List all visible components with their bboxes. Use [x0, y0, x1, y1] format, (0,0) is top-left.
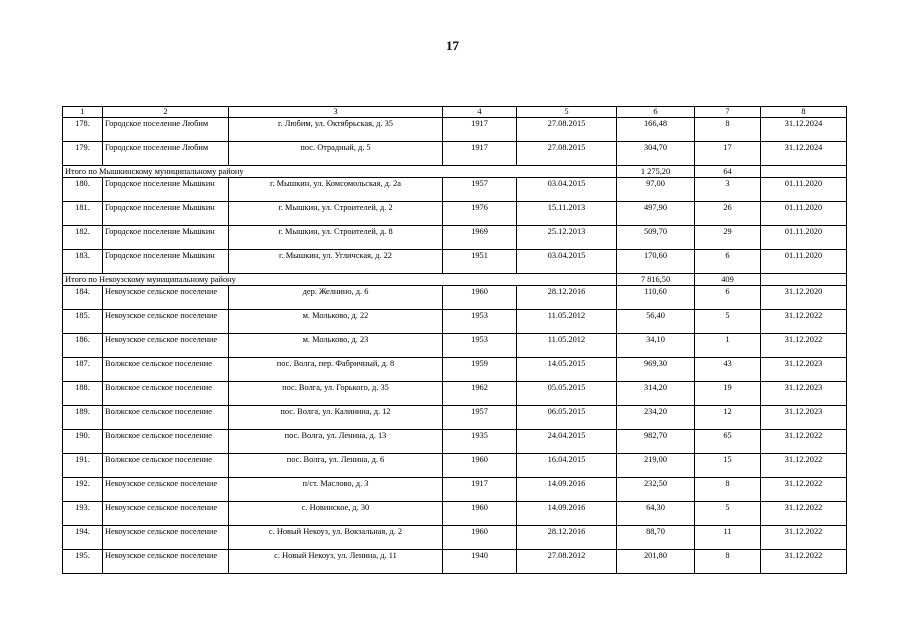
recognition-date-cell: 06.05.2015: [517, 405, 617, 429]
residents-count-cell: 11: [695, 525, 761, 549]
recognition-date-cell: 11.05.2012: [517, 309, 617, 333]
district-total-row: [63, 165, 847, 177]
column-header: 1: [63, 107, 103, 118]
settlement-cell: Некоузское сельское поселение: [103, 309, 229, 333]
recognition-date-cell: 03.04.2015: [517, 249, 617, 273]
residents-count-cell: 6: [695, 285, 761, 309]
row-number-cell: 180.: [63, 177, 103, 201]
area-cell: 201,80: [617, 549, 695, 573]
row-number-cell: 192.: [63, 477, 103, 501]
column-header: 3: [229, 107, 443, 118]
residents-count-cell: 29: [695, 225, 761, 249]
recognition-date-cell: 27.08.2015: [517, 117, 617, 141]
table-body: [63, 107, 847, 574]
table-row: [63, 177, 847, 201]
table-row: [63, 477, 847, 501]
deadline-cell: 31.12.2022: [761, 333, 847, 357]
area-cell: 234,20: [617, 405, 695, 429]
recognition-date-cell: 16.04.2015: [517, 453, 617, 477]
district-total-area: 1 275,20: [617, 165, 695, 177]
table-row: [63, 309, 847, 333]
district-total-count: 64: [695, 165, 761, 177]
row-number-cell: 194.: [63, 525, 103, 549]
column-header: 8: [761, 107, 847, 118]
recognition-date-cell: 28.12.2016: [517, 525, 617, 549]
residents-count-cell: 1: [695, 333, 761, 357]
column-header: 4: [443, 107, 517, 118]
settlement-cell: Волжское сельское поселение: [103, 405, 229, 429]
deadline-cell: 31.12.2022: [761, 549, 847, 573]
table-row: [63, 429, 847, 453]
row-number-cell: 188.: [63, 381, 103, 405]
recognition-date-cell: 05.05.2015: [517, 381, 617, 405]
residents-count-cell: 43: [695, 357, 761, 381]
address-cell: пос. Волга, ул. Ленина, д. 13: [229, 429, 443, 453]
year-built-cell: 1962: [443, 381, 517, 405]
address-cell: пос. Волга, пер. Фабричный, д. 8: [229, 357, 443, 381]
residents-count-cell: 5: [695, 309, 761, 333]
settlement-cell: Некоузское сельское поселение: [103, 549, 229, 573]
deadline-cell: 01.11.2020: [761, 201, 847, 225]
deadline-cell: 31.12.2022: [761, 501, 847, 525]
area-cell: 56,40: [617, 309, 695, 333]
row-number-cell: 182.: [63, 225, 103, 249]
area-cell: 982,70: [617, 429, 695, 453]
recognition-date-cell: 14.09.2016: [517, 501, 617, 525]
area-cell: 304,70: [617, 141, 695, 165]
residents-count-cell: 8: [695, 117, 761, 141]
residents-count-cell: 65: [695, 429, 761, 453]
recognition-date-cell: 24.04.2015: [517, 429, 617, 453]
settlement-cell: Городское поселение Любим: [103, 141, 229, 165]
area-cell: 34,10: [617, 333, 695, 357]
housing-register-table: [62, 106, 847, 574]
area-cell: 497,90: [617, 201, 695, 225]
settlement-cell: Некоузское сельское поселение: [103, 285, 229, 309]
residents-count-cell: 19: [695, 381, 761, 405]
row-number-cell: 187.: [63, 357, 103, 381]
deadline-cell: 01.11.2020: [761, 177, 847, 201]
deadline-cell: 01.11.2020: [761, 225, 847, 249]
year-built-cell: 1953: [443, 309, 517, 333]
address-cell: г. Мышкин, ул. Угличская, д. 22: [229, 249, 443, 273]
deadline-cell: 31.12.2022: [761, 525, 847, 549]
area-cell: 969,30: [617, 357, 695, 381]
recognition-date-cell: 28.12.2016: [517, 285, 617, 309]
address-cell: г. Любим, ул. Октябрьская, д. 35: [229, 117, 443, 141]
address-cell: пос. Волга, ул. Ленина, д. 6: [229, 453, 443, 477]
area-cell: 219,00: [617, 453, 695, 477]
year-built-cell: 1969: [443, 225, 517, 249]
residents-count-cell: 3: [695, 177, 761, 201]
deadline-cell: 31.12.2023: [761, 381, 847, 405]
district-total-count: 409: [695, 273, 761, 285]
settlement-cell: Городское поселение Любим: [103, 117, 229, 141]
address-cell: пос. Отрадный, д. 5: [229, 141, 443, 165]
area-cell: 88,70: [617, 525, 695, 549]
settlement-cell: Волжское сельское поселение: [103, 381, 229, 405]
row-number-cell: 195.: [63, 549, 103, 573]
table-row: [63, 285, 847, 309]
deadline-cell: 31.12.2024: [761, 117, 847, 141]
recognition-date-cell: 11.05.2012: [517, 333, 617, 357]
table-row: [63, 525, 847, 549]
row-number-cell: 178.: [63, 117, 103, 141]
residents-count-cell: 17: [695, 141, 761, 165]
column-header: 6: [617, 107, 695, 118]
row-number-cell: 190.: [63, 429, 103, 453]
recognition-date-cell: 14.09.2016: [517, 477, 617, 501]
settlement-cell: Некоузское сельское поселение: [103, 477, 229, 501]
table-row: [63, 501, 847, 525]
table-row: [63, 117, 847, 141]
table-row: [63, 225, 847, 249]
address-cell: п/ст. Маслово, д. 3: [229, 477, 443, 501]
residents-count-cell: 8: [695, 549, 761, 573]
year-built-cell: 1960: [443, 501, 517, 525]
address-cell: с. Новый Некоуз, ул. Вокзальная, д. 2: [229, 525, 443, 549]
district-total-row: [63, 273, 847, 285]
table-row: [63, 201, 847, 225]
settlement-cell: Волжское сельское поселение: [103, 429, 229, 453]
area-cell: 64,30: [617, 501, 695, 525]
column-header: 2: [103, 107, 229, 118]
area-cell: 110,60: [617, 285, 695, 309]
table-row: [63, 141, 847, 165]
row-number-cell: 183.: [63, 249, 103, 273]
address-cell: пос. Волга, ул. Горького, д. 35: [229, 381, 443, 405]
address-cell: г. Мышкин, ул. Комсомольская, д. 2а: [229, 177, 443, 201]
residents-count-cell: 6: [695, 249, 761, 273]
address-cell: г. Мышкин, ул. Строителей, д. 2: [229, 201, 443, 225]
year-built-cell: 1957: [443, 177, 517, 201]
deadline-cell: 31.12.2022: [761, 309, 847, 333]
empty-cell: [761, 273, 847, 285]
address-cell: м. Мольково, д. 22: [229, 309, 443, 333]
settlement-cell: Городское поселение Мышкин: [103, 249, 229, 273]
address-cell: с. Новинское, д. 30: [229, 501, 443, 525]
row-number-cell: 191.: [63, 453, 103, 477]
address-cell: с. Новый Некоуз, ул. Ленина, д. 11: [229, 549, 443, 573]
recognition-date-cell: 15.11.2013: [517, 201, 617, 225]
table-row: [63, 357, 847, 381]
area-cell: 170,60: [617, 249, 695, 273]
settlement-cell: Волжское сельское поселение: [103, 453, 229, 477]
area-cell: 314,20: [617, 381, 695, 405]
recognition-date-cell: 03.04.2015: [517, 177, 617, 201]
year-built-cell: 1935: [443, 429, 517, 453]
recognition-date-cell: 25.12.2013: [517, 225, 617, 249]
column-number-header-row: [63, 107, 847, 118]
year-built-cell: 1976: [443, 201, 517, 225]
table-row: [63, 405, 847, 429]
year-built-cell: 1957: [443, 405, 517, 429]
page-number: 17: [446, 38, 459, 53]
address-cell: дер. Желнино, д. 6: [229, 285, 443, 309]
column-header: 5: [517, 107, 617, 118]
settlement-cell: Городское поселение Мышкин: [103, 177, 229, 201]
deadline-cell: 31.12.2023: [761, 405, 847, 429]
year-built-cell: 1951: [443, 249, 517, 273]
recognition-date-cell: 27.08.2012: [517, 549, 617, 573]
deadline-cell: 31.12.2023: [761, 357, 847, 381]
year-built-cell: 1917: [443, 477, 517, 501]
residents-count-cell: 12: [695, 405, 761, 429]
table-row: [63, 381, 847, 405]
residents-count-cell: 26: [695, 201, 761, 225]
recognition-date-cell: 27.08.2015: [517, 141, 617, 165]
row-number-cell: 184.: [63, 285, 103, 309]
year-built-cell: 1953: [443, 333, 517, 357]
area-cell: 97,00: [617, 177, 695, 201]
year-built-cell: 1917: [443, 117, 517, 141]
year-built-cell: 1960: [443, 453, 517, 477]
deadline-cell: 31.12.2020: [761, 285, 847, 309]
area-cell: 509,70: [617, 225, 695, 249]
row-number-cell: 189.: [63, 405, 103, 429]
settlement-cell: Некоузское сельское поселение: [103, 501, 229, 525]
settlement-cell: Некоузское сельское поселение: [103, 525, 229, 549]
year-built-cell: 1960: [443, 525, 517, 549]
row-number-cell: 181.: [63, 201, 103, 225]
address-cell: м. Мольково, д. 23: [229, 333, 443, 357]
settlement-cell: Городское поселение Мышкин: [103, 201, 229, 225]
year-built-cell: 1959: [443, 357, 517, 381]
row-number-cell: 185.: [63, 309, 103, 333]
year-built-cell: 1940: [443, 549, 517, 573]
deadline-cell: 31.12.2022: [761, 477, 847, 501]
row-number-cell: 179.: [63, 141, 103, 165]
column-header: 7: [695, 107, 761, 118]
table-row: [63, 249, 847, 273]
area-cell: 166,48: [617, 117, 695, 141]
empty-cell: [761, 165, 847, 177]
year-built-cell: 1960: [443, 285, 517, 309]
address-cell: пос. Волга, ул. Калинина, д. 12: [229, 405, 443, 429]
recognition-date-cell: 14.05.2015: [517, 357, 617, 381]
row-number-cell: 193.: [63, 501, 103, 525]
deadline-cell: 31.12.2024: [761, 141, 847, 165]
deadline-cell: 31.12.2022: [761, 453, 847, 477]
settlement-cell: Городское поселение Мышкин: [103, 225, 229, 249]
residents-count-cell: 15: [695, 453, 761, 477]
row-number-cell: 186.: [63, 333, 103, 357]
table-row: [63, 453, 847, 477]
district-total-label: Итого по Мышкинскому муниципальному району: [63, 165, 617, 177]
residents-count-cell: 5: [695, 501, 761, 525]
settlement-cell: Некоузское сельское поселение: [103, 333, 229, 357]
deadline-cell: 31.12.2022: [761, 429, 847, 453]
area-cell: 232,50: [617, 477, 695, 501]
district-total-label: Итого по Некоузскому муниципальному району: [63, 273, 617, 285]
address-cell: г. Мышкин, ул. Строителей, д. 8: [229, 225, 443, 249]
district-total-area: 7 816,50: [617, 273, 695, 285]
residents-count-cell: 8: [695, 477, 761, 501]
deadline-cell: 01.11.2020: [761, 249, 847, 273]
year-built-cell: 1917: [443, 141, 517, 165]
table-row: [63, 333, 847, 357]
table-row: [63, 549, 847, 573]
settlement-cell: Волжское сельское поселение: [103, 357, 229, 381]
